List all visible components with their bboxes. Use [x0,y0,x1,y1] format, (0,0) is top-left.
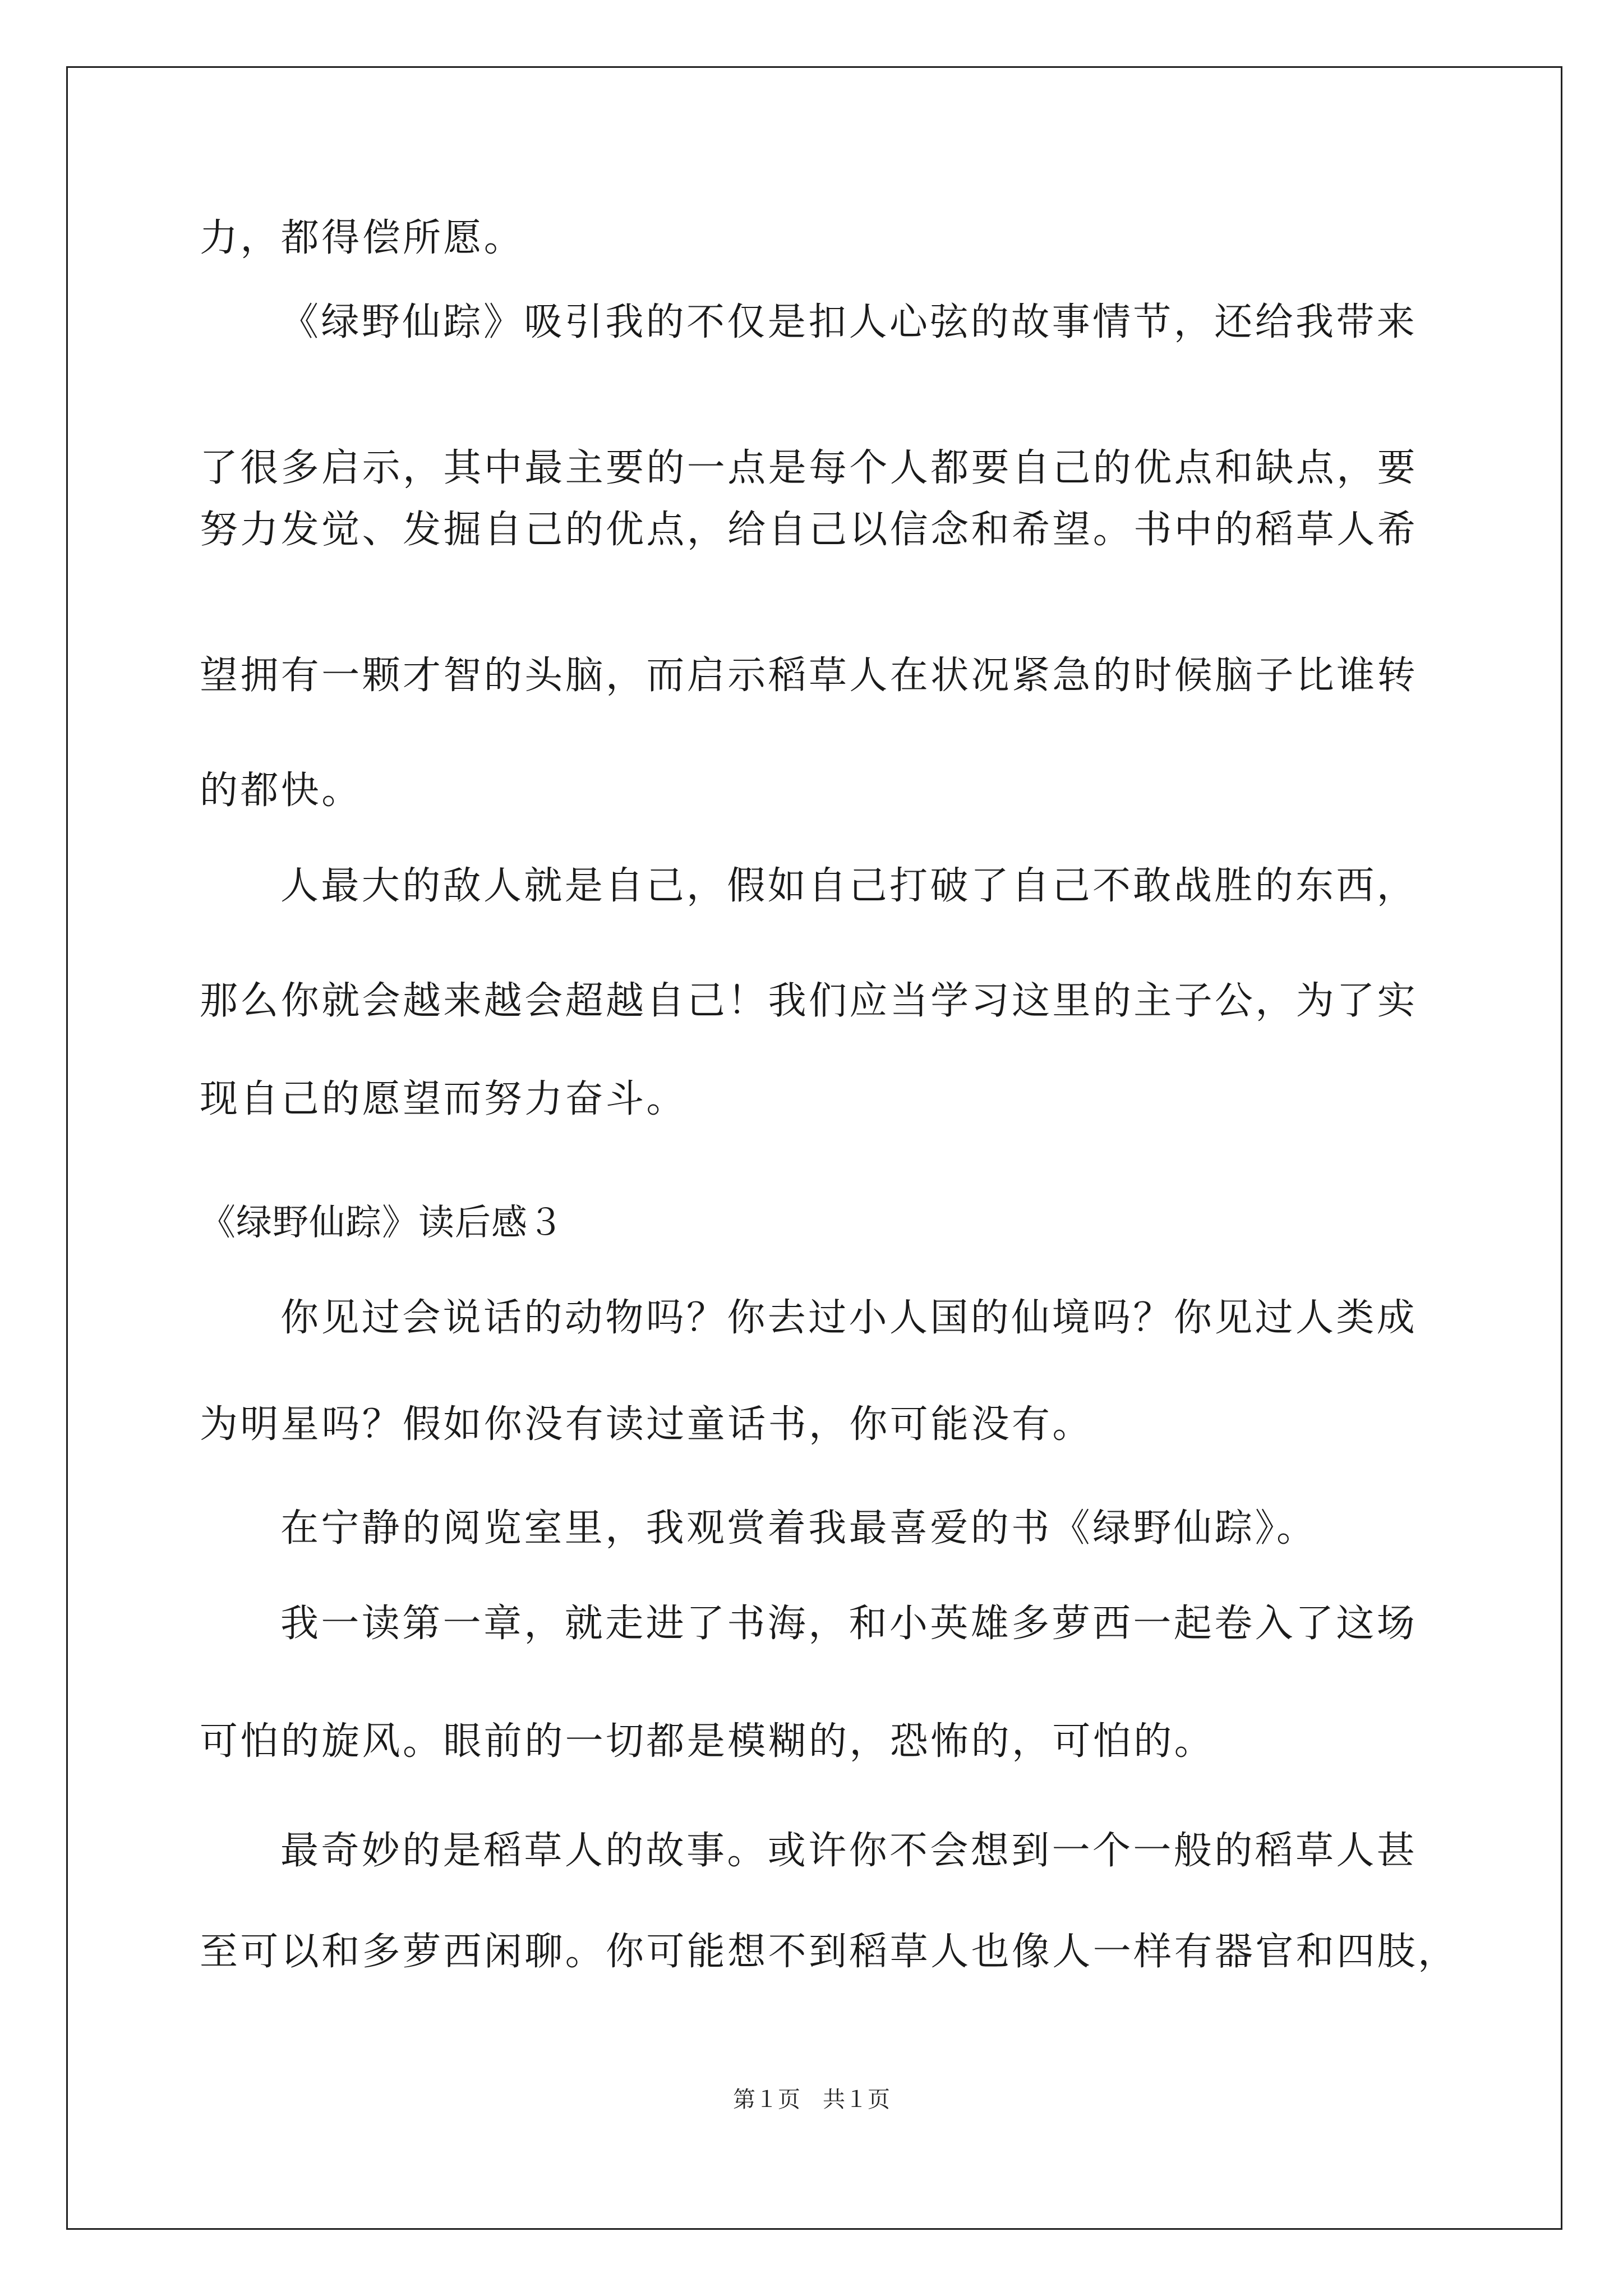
body-line: 了很多启示，其中最主要的一点是每个人都要自己的优点和缺点，要 [200,446,1418,490]
paragraph-first-line: 最奇妙的是稻草人的故事。或许你不会想到一个一般的稻草人甚 [280,1829,1418,1873]
body-line: 那么你就会越来越会超越自己！我们应当学习这里的主子公，为了实 [200,979,1418,1023]
body-line: 望拥有一颗才智的头脑，而启示稻草人在状况紧急的时候脑子比谁转 [200,654,1418,698]
body-line: 为明星吗？假如你没有读过童话书，你可能没有。 [200,1402,1093,1447]
paragraph-first-line: 人最大的敌人就是自己，假如自己打破了自己不敢战胜的东西， [280,864,1418,908]
body-line: 可怕的旋风。眼前的一切都是模糊的，恐怖的，可怕的。 [200,1719,1215,1764]
body-line: 至可以和多萝西闲聊。你可能想不到稻草人也像人一样有器官和四肢， [200,1930,1459,1974]
paragraph-first-line: 《绿野仙踪》吸引我的不仅是扣人心弦的故事情节，还给我带来 [280,300,1418,344]
section-heading: 《绿野仙踪》读后感３ [200,1202,564,1244]
paragraph-first-line: 在宁静的阅览室里，我观赏着我最喜爱的书《绿野仙踪》。 [280,1506,1317,1550]
body-line: 力，都得偿所愿。 [200,216,525,260]
body-line: 现自己的愿望而努力奋斗。 [200,1077,687,1121]
paragraph-first-line: 我一读第一章，就走进了书海，和小英雄多萝西一起卷入了这场 [280,1602,1418,1646]
body-line: 努力发觉、发掘自己的优点，给自己以信念和希望。书中的稻草人希 [200,508,1418,552]
paragraph-first-line: 你见过会说话的动物吗？你去过小人国的仙境吗？你见过人类成 [280,1296,1418,1340]
page-border [66,66,1562,2230]
page-footer: 第１页 共１页 [733,2087,890,2113]
body-line: 的都快。 [200,769,362,813]
